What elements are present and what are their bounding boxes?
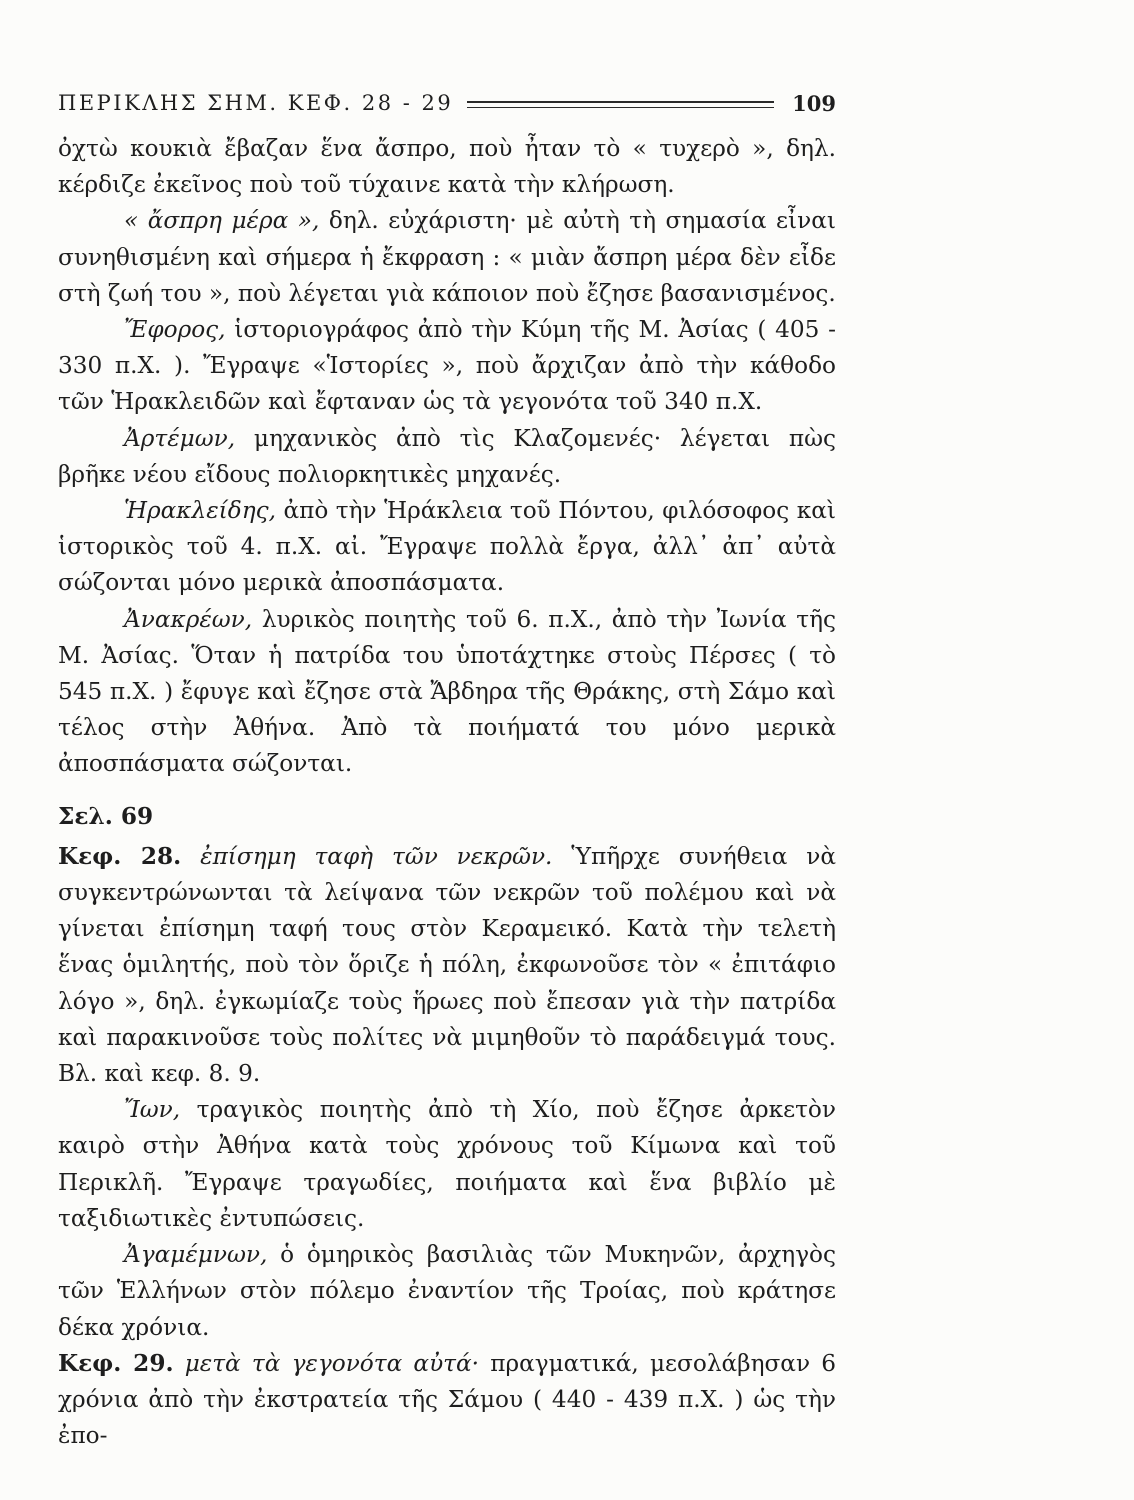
page-header	[58, 88, 836, 118]
note-text: λυρικὸς ποιητὴς τοῦ 6. π.Χ., ἀπὸ τὴν Ἰωνία τῆς Μ. Ἀσίας. Ὅταν ἡ πατρίδα του ὑποτάχτηκε στοὺς Πέρσες ( τὸ 545 π.Χ. ) ἔφυγε καὶ ἔζησε στὰ Ἄβδηρα τῆς Θράκης, στὴ Σάμο καὶ τέλος στὴν Ἀθήνα. Ἀπὸ τὰ ποιήματά του μόνο μερικὰ ἀποσπάσματα σώζονται.	[58, 605, 836, 778]
note-term: Ἡρακλείδης,	[124, 497, 276, 525]
note-herakleides	[58, 493, 836, 602]
note-term: μετὰ τὰ γεγονότα αὐτά·	[184, 1349, 480, 1377]
note-text: μηχανικὸς ἀπὸ τὶς Κλαζομενές· λέγεται πὼς βρῆκε νέου εἴδους πολιορκητικὲς μηχανές.	[58, 424, 836, 488]
note-artemon	[58, 421, 836, 493]
note-eforos	[58, 312, 836, 421]
note-paragraph-1	[58, 131, 836, 203]
note-term: Ἀγαμέμνων,	[124, 1241, 268, 1269]
page-number: 109	[792, 90, 836, 116]
note-text: πραγματικά, μεσολάβησαν 6 χρόνια ἀπὸ τὴν ἐκστρατεία τῆς Σάμου ( 440 - 439 π.Χ. ) ὡς τὴν ἐπο-	[58, 1349, 836, 1450]
note-anakreon	[58, 602, 836, 783]
running-title: ΠΕΡΙΚΛΗΣ ΣΗΜ. ΚΕΦ. 28 - 29	[58, 91, 454, 115]
note-text: ὁ ὁμηρικὸς βασιλιὰς τῶν Μυκηνῶν, ἀρχηγὸς τῶν Ἑλλήνων στὸν πόλεμο ἐναντίον τῆς Τροίας, ποὺ κράτησε δέκα χρόνια.	[58, 1241, 836, 1341]
header-rule	[467, 101, 774, 108]
note-text: ἱστοριογράφος ἀπὸ τὴν Κύμη τῆς Μ. Ἀσίας ( 405 - 330 π.Χ. ). Ἔγραψε «Ἱστορίες », ποὺ ἄρχιζαν ἀπὸ τὴν κάθοδο τῶν Ἡρακλειδῶν καὶ ἔφταναν ὡς τὰ γεγονότα τοῦ 340 π.Χ.	[58, 316, 836, 416]
chapter-label: Κεφ. 28.	[58, 842, 182, 870]
section-heading: Σελ. 69	[58, 802, 154, 830]
note-agamemnon	[58, 1237, 836, 1346]
note-term: Ἔφορος,	[124, 316, 226, 344]
note-term: Ἀνακρέων,	[124, 605, 253, 633]
note-text: δηλ. εὐχάριστη· μὲ αὐτὴ τὴ σημασία εἶναι συνηθισμένη καὶ σήμερα ἡ ἔκφραση : « μιὰν ἄσπρη μέρα δὲν εἶδε στὴ ζωή του », ποὺ λέγεται γιὰ κάποιον ποὺ ἔζησε βασανισμένος.	[58, 207, 836, 307]
chapter-label: Κεφ. 29.	[58, 1349, 174, 1377]
note-text: ὀχτὼ κουκιὰ ἔβαζαν ἕνα ἄσπρο, ποὺ ἦταν τὸ « τυχερὸ », δηλ. κέρδιζε ἐκεῖνος ποὺ τοῦ τύχαινε κατὰ τὴν κλήρωση.	[58, 135, 836, 199]
note-term: Ἀρτέμων,	[124, 424, 236, 452]
note-kef-28	[58, 839, 836, 1092]
note-term: « ἄσπρη μέρα »,	[124, 207, 320, 235]
note-term: ἐπίσημη ταφὴ τῶν νεκρῶν.	[200, 842, 553, 870]
note-text: τραγικὸς ποιητὴς ἀπὸ τὴ Χίο, ποὺ ἔζησε ἀρκετὸν καιρὸ στὴν Ἀθήνα κατὰ τοὺς χρόνους τοῦ Κίμωνα καὶ τοῦ Περικλῆ. Ἔγραψε τραγωδίες, ποιήματα καὶ ἕνα βιβλίο μὲ ταξιδιωτικὲς ἐντυπώσεις.	[58, 1096, 836, 1232]
note-ion	[58, 1092, 836, 1237]
note-term: Ἴων,	[124, 1096, 181, 1124]
note-text: Ὑπῆρχε συνήθεια νὰ συγκεντρώνωνται τὰ λείψανα τῶν νεκρῶν τοῦ πολέμου καὶ νὰ γίνεται ἐπίσημη ταφή τους στὸν Κεραμεικό. Κατὰ τὴν τελετὴ ἕνας ὁμιλητής, ποὺ τὸν ὅριζε ἡ πόλη, ἐκφωνοῦσε τὸν « ἐπιτάφιο λόγο », δηλ. ἐγκωμίαζε τοὺς ἥρωες ποὺ ἔπεσαν γιὰ τὴν πατρίδα καὶ παρακινοῦσε τοὺς πολίτες νὰ μιμηθοῦν τὸ παράδειγμά τους. Βλ. καὶ κεφ. 8. 9.	[58, 842, 837, 1088]
notes-body	[58, 131, 836, 1454]
note-aspri-mera	[58, 203, 836, 312]
note-text: ἀπὸ τὴν Ἡράκλεια τοῦ Πόντου, φιλόσοφος καὶ ἱστορικὸς τοῦ 4. π.Χ. αἰ. Ἔγραψε πολλὰ ἔργα, ἀλλ᾽ ἀπ᾽ αὐτὰ σώζονται μόνο μερικὰ ἀποσπάσματα.	[58, 497, 836, 597]
note-kef-29	[58, 1346, 836, 1455]
